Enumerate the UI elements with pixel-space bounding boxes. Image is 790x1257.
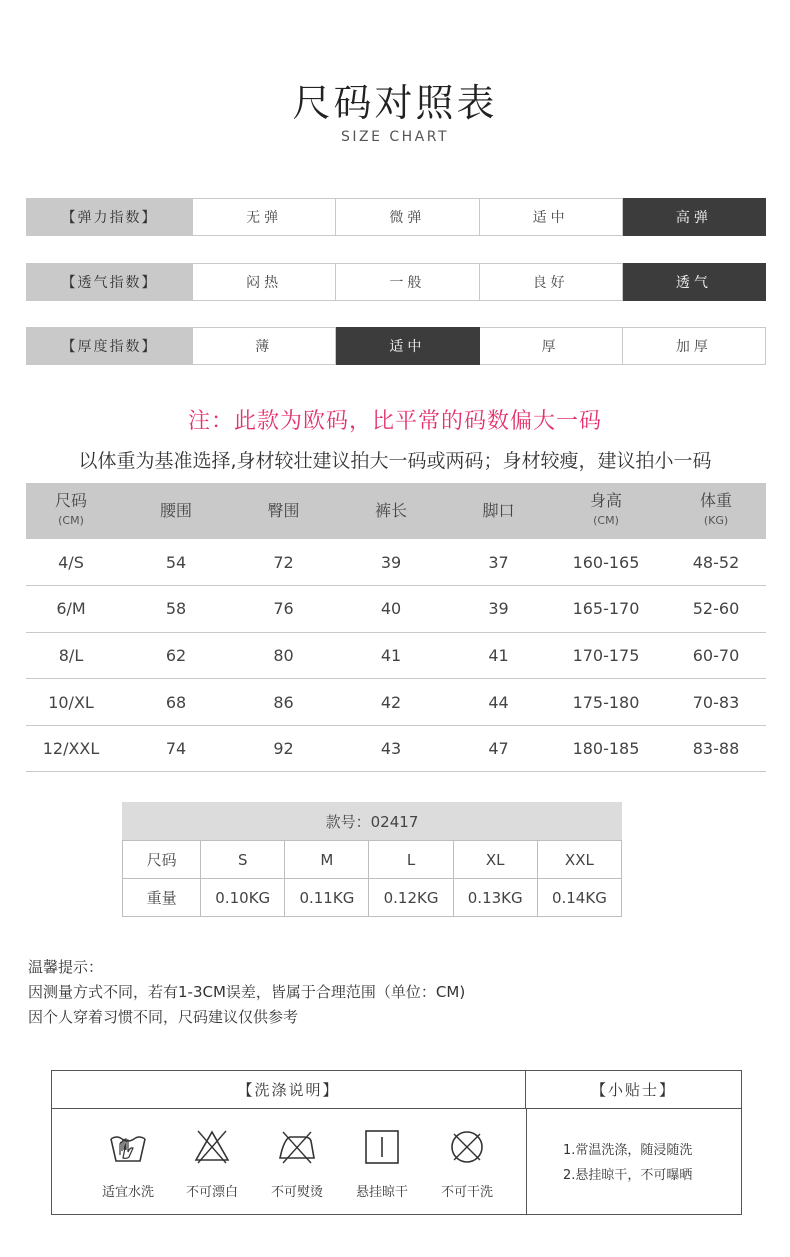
weight-value-row <box>123 879 622 917</box>
table-cell: 62 <box>116 632 236 679</box>
table-cell: 重量 <box>123 879 201 917</box>
size-table-header <box>236 483 331 539</box>
page-subtitle: SIZE CHART <box>340 129 450 145</box>
thickness-index-option: 适中 <box>336 327 479 365</box>
care-tip: 2.悬挂晾干，不可曝晒 <box>563 1168 693 1183</box>
table-cell: 92 <box>236 725 331 772</box>
hand-wash-icon <box>108 1127 148 1167</box>
table-cell: 86 <box>236 679 331 726</box>
table-cell: 48-52 <box>666 539 766 586</box>
tips-line: 因个人穿着习惯不同，尺码建议仅供参考 <box>28 1008 299 1026</box>
table-cell: 37 <box>451 539 546 586</box>
header-label: 臀围 <box>267 501 300 520</box>
thickness-index-option: 厚 <box>480 327 623 365</box>
table-cell: 0.12KG <box>369 879 453 917</box>
thickness-index-row <box>26 327 766 365</box>
elasticity-index-label: 【弹力指数】 <box>26 198 193 236</box>
care-item <box>424 1109 510 1214</box>
table-cell: 80 <box>236 632 331 679</box>
table-cell: 39 <box>331 539 451 586</box>
table-cell: 0.10KG <box>201 879 285 917</box>
table-row <box>26 539 766 586</box>
size-table-header <box>451 483 546 539</box>
elasticity-index-option: 适中 <box>480 198 623 236</box>
table-cell: 175-180 <box>546 679 666 726</box>
size-table-header <box>116 483 236 539</box>
size-table-header <box>546 483 666 539</box>
table-cell: 44 <box>451 679 546 726</box>
table-cell: 58 <box>116 586 236 633</box>
care-item <box>169 1109 255 1214</box>
breathability-index-option: 良好 <box>480 263 623 301</box>
no-bleach-icon <box>192 1127 232 1167</box>
table-cell: 68 <box>116 679 236 726</box>
table-row <box>26 725 766 772</box>
header-unit: (CM) <box>58 514 84 527</box>
table-row <box>26 679 766 726</box>
elasticity-index-row <box>26 198 766 236</box>
table-cell: 165-170 <box>546 586 666 633</box>
header-label: 腰围 <box>159 501 192 520</box>
size-table-header <box>26 483 116 539</box>
table-cell: 0.11KG <box>285 879 369 917</box>
care-item <box>254 1109 340 1214</box>
table-cell: 70-83 <box>666 679 766 726</box>
header-label: 身高 <box>589 491 622 510</box>
tips-line: 因测量方式不同，若有1-3CM误差，皆属于合理范围（单位：CM) <box>28 983 466 1001</box>
no-iron-icon <box>277 1127 317 1167</box>
table-cell: 0.14KG <box>537 879 621 917</box>
table-cell: 8/L <box>26 632 116 679</box>
table-cell: 60-70 <box>666 632 766 679</box>
care-tip: 1.常温洗涤，随浸随洗 <box>563 1143 693 1158</box>
header-unit: (CM) <box>593 514 619 527</box>
header-label: 脚口 <box>482 501 515 520</box>
elasticity-index-option: 无弹 <box>193 198 336 236</box>
table-cell: 160-165 <box>546 539 666 586</box>
size-chart-table <box>26 483 766 772</box>
breathability-index-option: 一般 <box>336 263 479 301</box>
size-table-header <box>331 483 451 539</box>
header-label: 尺码 <box>54 491 87 510</box>
table-cell: 74 <box>116 725 236 772</box>
header-unit: (KG) <box>703 514 729 527</box>
table-cell: 4/S <box>26 539 116 586</box>
table-cell: 72 <box>236 539 331 586</box>
table-cell: 180-185 <box>546 725 666 772</box>
table-cell: 170-175 <box>546 632 666 679</box>
care-box <box>51 1070 742 1215</box>
tips-box-title: 【小贴士】 <box>526 1071 741 1109</box>
tips-title: 温馨提示： <box>28 958 104 976</box>
elasticity-index-option: 微弹 <box>336 198 479 236</box>
thickness-index-label: 【厚度指数】 <box>26 327 193 365</box>
table-cell: 尺码 <box>123 841 201 879</box>
care-item <box>339 1109 425 1214</box>
breathability-index-label: 【透气指数】 <box>26 263 193 301</box>
table-cell: XL <box>453 841 537 879</box>
style-number: 款号：02417 <box>122 802 622 840</box>
table-cell: 42 <box>331 679 451 726</box>
care-tips <box>526 1109 741 1214</box>
header-label: 体重 <box>699 491 732 510</box>
table-cell: 6/M <box>26 586 116 633</box>
table-cell: 41 <box>451 632 546 679</box>
table-cell: 43 <box>331 725 451 772</box>
sizing-note-red: 注：此款为欧码，比平常的码数偏大一码 <box>187 409 602 434</box>
size-table-header <box>666 483 766 539</box>
table-cell: 54 <box>116 539 236 586</box>
no-dry-clean-icon <box>447 1127 487 1167</box>
table-cell: 83-88 <box>666 725 766 772</box>
care-label: 不可熨烫 <box>270 1185 323 1200</box>
table-cell: M <box>285 841 369 879</box>
breathability-index-option: 闷热 <box>193 263 336 301</box>
care-icons <box>52 1109 526 1214</box>
hang-dry-icon <box>362 1127 402 1167</box>
table-cell: L <box>369 841 453 879</box>
breathability-index-option: 透气 <box>623 263 766 301</box>
header-label: 裤长 <box>374 501 407 520</box>
table-cell: 39 <box>451 586 546 633</box>
table-cell: 41 <box>331 632 451 679</box>
table-cell: 40 <box>331 586 451 633</box>
care-label: 不可漂白 <box>185 1185 238 1200</box>
weight-table-wrap <box>122 802 622 917</box>
thickness-index-option: 薄 <box>193 327 336 365</box>
weight-table <box>122 840 622 917</box>
elasticity-index-option: 高弹 <box>623 198 766 236</box>
breathability-index-row <box>26 263 766 301</box>
table-cell: 10/XL <box>26 679 116 726</box>
page-title: 尺码对照表 <box>292 81 498 125</box>
care-label: 适宜水洗 <box>101 1185 154 1200</box>
table-cell: 12/XXL <box>26 725 116 772</box>
table-cell: 47 <box>451 725 546 772</box>
weight-size-row <box>123 841 622 879</box>
wash-instructions-title: 【洗涤说明】 <box>52 1071 526 1109</box>
sizing-advice: 以体重为基准选择,身材较壮建议拍大一码或两码；身材较瘦，建议拍小一码 <box>78 450 712 472</box>
table-cell: 0.13KG <box>453 879 537 917</box>
care-item <box>85 1109 171 1214</box>
table-cell: 76 <box>236 586 331 633</box>
thickness-index-option: 加厚 <box>623 327 766 365</box>
table-row <box>26 586 766 633</box>
tips-block <box>28 955 465 1030</box>
table-cell: XXL <box>537 841 621 879</box>
table-cell: S <box>201 841 285 879</box>
care-label: 悬挂晾干 <box>355 1185 408 1200</box>
table-cell: 52-60 <box>666 586 766 633</box>
table-row <box>26 632 766 679</box>
care-label: 不可干洗 <box>440 1185 493 1200</box>
